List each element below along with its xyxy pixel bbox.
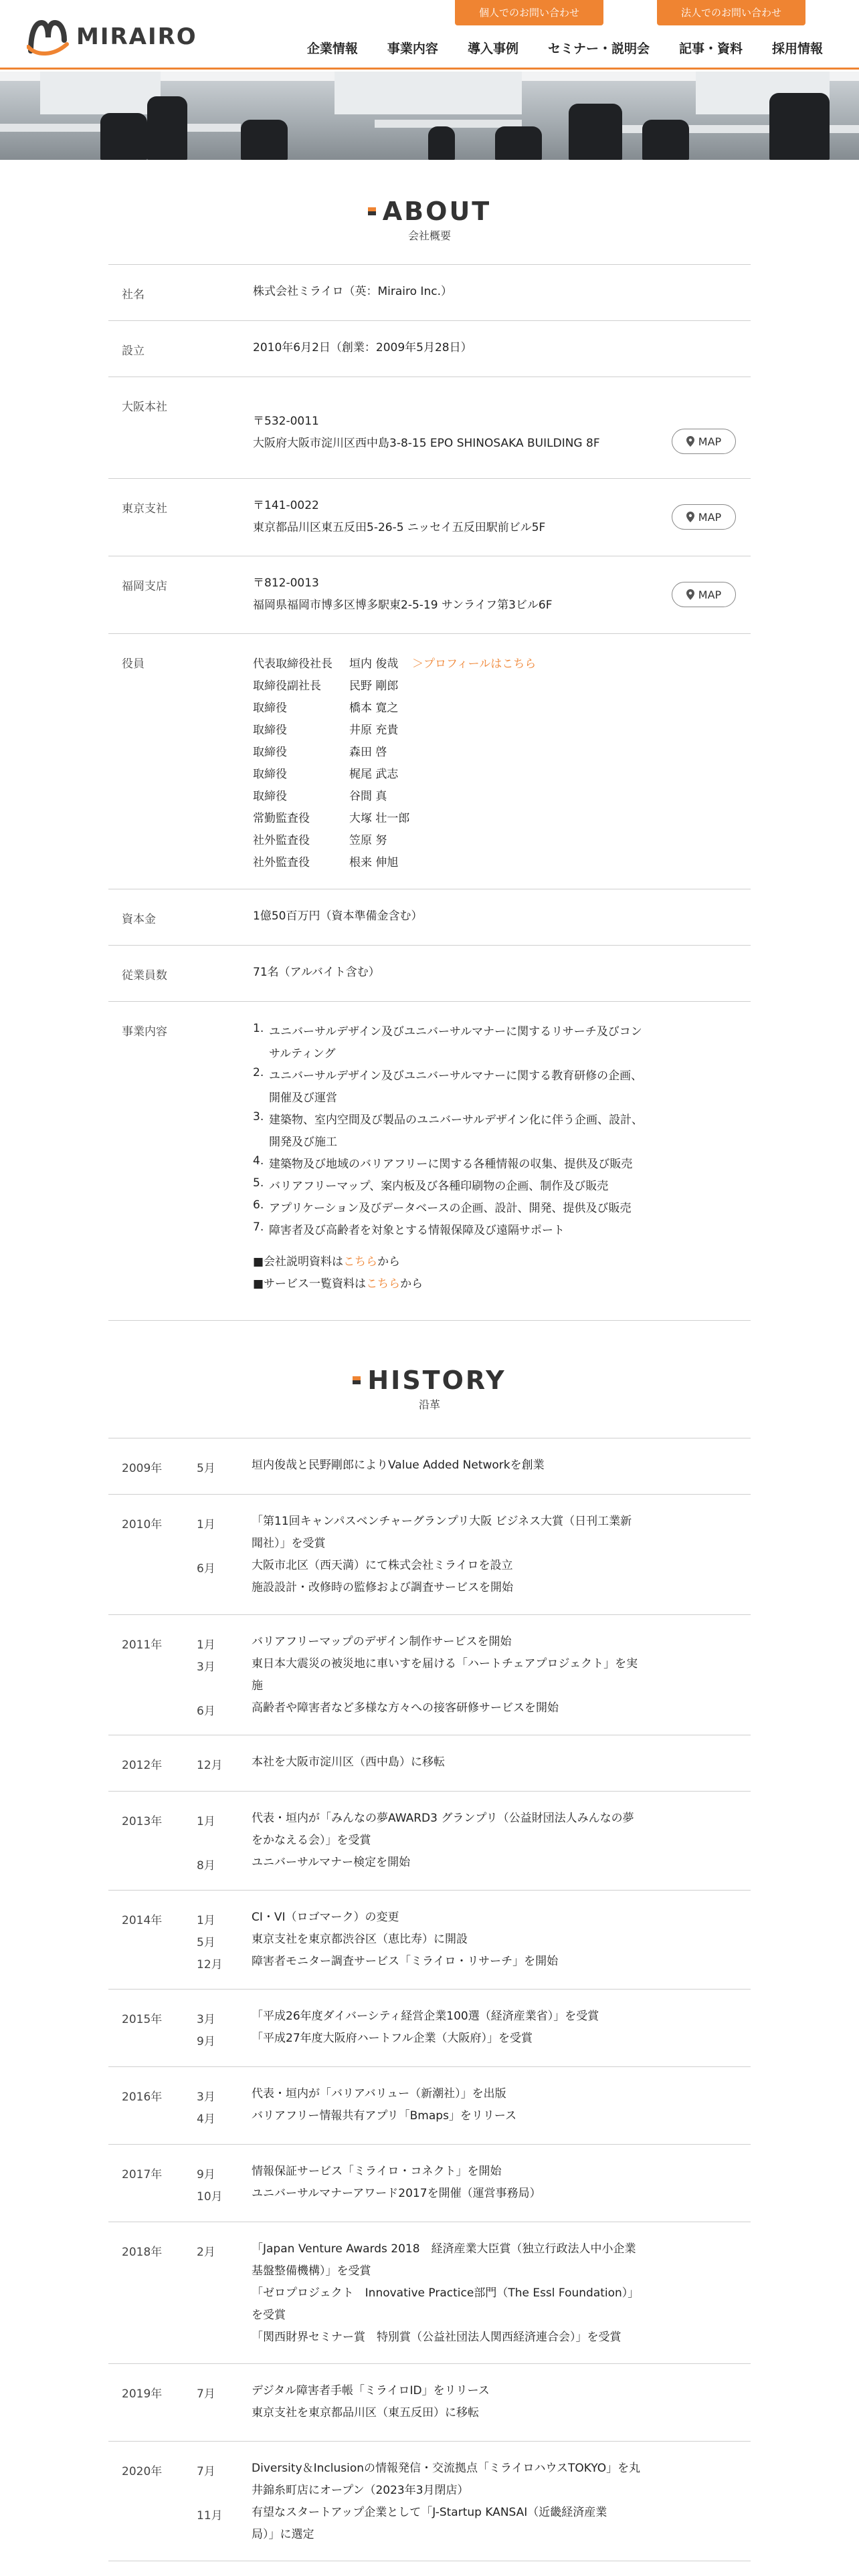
hero-chair [569, 104, 622, 160]
history-text: 本社を大阪市淀川区（西中島）に移転 [252, 1755, 445, 1769]
history-text: 垣内俊哉と民野剛郎によりValue Added Networkを創業 [252, 1459, 545, 1472]
officer-name: 井原 充貴 [349, 724, 399, 737]
history-year: 2010年 [122, 1518, 163, 1531]
history-text: 代表・垣内が「バリアバリュー（新潮社）」を出版 [252, 2087, 506, 2101]
about-row-tokyo [108, 478, 751, 556]
history-month: 12月 [197, 1759, 223, 1772]
hero-chair [241, 120, 288, 160]
hero-chair [495, 126, 542, 160]
title-flag-icon [353, 1376, 361, 1384]
hero-window [335, 72, 522, 114]
about-title-ja: 会社概要 [407, 229, 451, 242]
history-month: 1月 [197, 1638, 215, 1652]
zip-code: 〒812-0013 [253, 576, 319, 590]
history-row [108, 2144, 751, 2222]
history-text: 施 [252, 1679, 263, 1693]
history-text: 大阪市北区（西天満）にて株式会社ミライロを設立 [252, 1559, 513, 1572]
zip-code: 〒141-0022 [253, 499, 319, 512]
service-doc-link-line [253, 1274, 423, 1291]
map-button-fukuoka[interactable] [672, 582, 736, 607]
nav-cases[interactable]: 導入事例 [467, 41, 518, 56]
row-label: 役員 [122, 657, 145, 671]
history-row [108, 2363, 751, 2441]
address: 大阪府大阪市淀川区西中島3-8-15 EPO SHINOSAKA BUILDING 8F [253, 437, 600, 450]
history-month: 1月 [197, 1914, 215, 1927]
officer-name: 大塚 壮一郎 [349, 812, 410, 825]
nav-seminar[interactable]: セミナー・説明会 [547, 41, 650, 56]
personal-inquiry-button[interactable]: 個人でのお問い合わせ [455, 0, 603, 25]
history-month: 3月 [197, 2090, 215, 2104]
history-month: 3月 [197, 1660, 215, 1674]
list-number: 3. [253, 1110, 264, 1123]
hero-chair [428, 126, 455, 160]
map-label: MAP [698, 510, 722, 524]
officer-name: 梶尾 武志 [349, 768, 399, 781]
address: 福岡県福岡市博多区博多駅東2-5-19 サンライフ第3ビル6F [253, 599, 553, 612]
history-row [108, 1791, 751, 1890]
history-text: 東京支社を東京都品川区（東五反田）に移転 [252, 2406, 479, 2420]
history-text: 施設設計・改修時の監修および調査サービスを開始 [252, 1581, 513, 1594]
about-row-founded [108, 320, 751, 377]
list-item-cont: 開催及び運営 [269, 1091, 337, 1105]
list-item: 建築物及び地域のバリアフリーに関する各種情報の収集、提供及び販売 [269, 1158, 633, 1171]
history-text: 局）」に選定 [252, 2528, 314, 2541]
history-text: 聞社）」を受賞 [252, 1537, 326, 1550]
history-text: 「Japan Venture Awards 2018 経済産業大臣賞（独立行政法人中小企業 [252, 2242, 636, 2256]
row-label: 資本金 [122, 913, 156, 926]
history-month: 11月 [197, 2509, 223, 2523]
doc-link-suffix: から [377, 1255, 401, 1269]
history-month: 1月 [197, 1518, 215, 1531]
history-year: 2014年 [122, 1914, 163, 1927]
row-label: 事業内容 [122, 1025, 167, 1039]
list-number: 1. [253, 1022, 264, 1035]
row-label: 大阪本社 [122, 401, 167, 414]
history-text: 「第11回キャンパスベンチャーグランプリ大阪 ビジネス大賞（日刊工業新 [252, 1515, 632, 1528]
history-text: 「関西財界セミナー賞 特別賞（公益社団法人関西経済連合会）」を受賞 [252, 2331, 622, 2344]
history-row [108, 1494, 751, 1614]
row-label: 東京支社 [122, 502, 167, 516]
map-label: MAP [698, 588, 722, 601]
history-text: 「平成27年度大阪府ハートフル企業（大阪府）」を受賞 [252, 2032, 533, 2045]
history-month: 4月 [197, 2113, 215, 2126]
corporate-inquiry-button[interactable]: 法人でのお問い合わせ [657, 0, 805, 25]
row-label: 福岡支店 [122, 580, 167, 593]
hero-chair [147, 96, 187, 160]
officer-role: 取締役 [253, 768, 287, 781]
officer-role: 社外監査役 [253, 856, 310, 869]
company-doc-link[interactable]: こちら [343, 1255, 378, 1269]
doc-link-prefix: ■会社説明資料は [253, 1255, 344, 1269]
history-text: 「ゼロプロジェクト Innovative Practice部門（The Essl Foundation）」 [252, 2286, 640, 2300]
row-label: 従業員数 [122, 969, 167, 982]
row-value: 株式会社ミライロ（英：Mirairo Inc.） [253, 285, 452, 298]
officer-role: 取締役副社長 [253, 679, 321, 693]
history-text: ユニバーサルマナーアワード2017を開催（運営事務局） [252, 2187, 541, 2200]
row-value: 71名（アルバイト含む） [253, 966, 380, 979]
list-number: 4. [253, 1154, 264, 1168]
service-doc-link[interactable]: こちら [366, 1277, 401, 1291]
hero-chair [642, 120, 689, 160]
history-row [108, 2066, 751, 2144]
history-text: をかなえる会）」を受賞 [252, 1834, 371, 1847]
logo-text: MIRAIRO [76, 23, 197, 50]
history-month: 8月 [197, 1859, 215, 1872]
map-pin-icon [686, 589, 694, 600]
officer-role: 代表取締役社長 [253, 657, 332, 671]
history-text: 障害者モニター調査サービス「ミライロ・リサーチ」を開始 [252, 1955, 559, 1968]
history-text: バリアフリーマップのデザイン制作サービスを開始 [252, 1635, 512, 1648]
nav-company[interactable]: 企業情報 [306, 41, 358, 56]
history-month: 7月 [197, 2387, 215, 2401]
history-text: デジタル障害者手帳「ミライロID」をリリース [252, 2384, 490, 2397]
history-text: 代表・垣内が「みんなの夢AWARD3 グランプリ（公益財団法人みんなの夢 [252, 1812, 634, 1825]
list-item: 建築物、室内空間及び製品のユニバーサルデザイン化に伴う企画、設計、 [269, 1113, 643, 1127]
list-number: 2. [253, 1066, 264, 1079]
map-button-osaka[interactable] [672, 429, 736, 454]
officer-name: 民野 剛郎 [349, 679, 399, 693]
address: 東京都品川区東五反田5-26-5 ニッセイ五反田駅前ビル5F [253, 521, 546, 534]
hero-chair [769, 93, 830, 160]
about-row-osaka [108, 377, 751, 478]
row-value: 1億50百万円（資本準備金含む） [253, 909, 423, 923]
officer-role: 取締役 [253, 724, 287, 737]
list-item: ユニバーサルデザイン及びユニバーサルマナーに関するリサーチ及びコン [269, 1025, 642, 1039]
history-row [108, 2222, 751, 2363]
history-month: 1月 [197, 1815, 215, 1828]
officer-name: 根来 伸旭 [349, 856, 399, 869]
map-pin-icon [686, 436, 694, 447]
hero-office-image [0, 72, 859, 160]
history-year: 2009年 [122, 1462, 163, 1475]
list-item-cont: サルティング [269, 1047, 336, 1061]
history-year: 2016年 [122, 2090, 163, 2104]
about-title [0, 197, 859, 243]
history-month: 9月 [197, 2168, 215, 2181]
profile-link[interactable]: ＞プロフィールはこちら [412, 657, 537, 671]
history-month: 10月 [197, 2190, 223, 2204]
company-doc-link-line [253, 1252, 400, 1269]
nav-articles[interactable]: 記事・資料 [678, 41, 743, 56]
zip-code: 〒532-0011 [253, 415, 319, 428]
title-flag-icon [368, 207, 376, 215]
row-label: 社名 [122, 288, 145, 302]
doc-link-prefix: ■サービス一覧資料は [253, 1277, 367, 1291]
history-text: 井錦糸町店にオープン（2023年3月閉店） [252, 2484, 469, 2497]
history-row [108, 1890, 751, 1989]
history-title-en: HISTORY [367, 1366, 506, 1395]
history-year: 2015年 [122, 2013, 163, 2026]
history-row [108, 1989, 751, 2066]
about-row-name [108, 264, 751, 320]
hero-window [40, 72, 161, 114]
history-year: 2012年 [122, 1759, 163, 1772]
history-text: バリアフリー情報共有アプリ「Bmaps」をリリース [252, 2109, 517, 2123]
history-text: ユニバーサルマナー検定を開始 [252, 1856, 411, 1869]
history-row [108, 1614, 751, 1735]
history-month: 7月 [197, 2465, 215, 2478]
list-item: バリアフリーマップ、案内板及び各種印刷物の企画、制作及び販売 [269, 1180, 609, 1193]
history-title-ja: 沿革 [418, 1398, 440, 1411]
history-month: 6月 [197, 1705, 215, 1718]
about-row-business [108, 1001, 751, 1321]
list-item: 障害者及び高齢者を対象とする情報保障及び遠隔サポート [269, 1224, 565, 1237]
officer-role: 常勤監査役 [253, 812, 310, 825]
history-month: 9月 [197, 2035, 215, 2048]
officer-name: 森田 啓 [349, 746, 387, 759]
history-text: 高齢者や障害者など多様な方々への接客研修サービスを開始 [252, 1701, 559, 1715]
list-number: 6. [253, 1198, 264, 1212]
history-year: 2017年 [122, 2168, 163, 2181]
about-row-capital [108, 889, 751, 945]
history-month: 2月 [197, 2246, 215, 2259]
doc-link-suffix: から [400, 1277, 423, 1291]
about-row-fukuoka [108, 556, 751, 633]
history-month: 6月 [197, 1562, 215, 1576]
history-month: 5月 [197, 1462, 215, 1475]
history-text: 有望なスタートアップ企業として「J-Startup KANSAI（近畿経済産業 [252, 2506, 607, 2519]
history-text: Diversity＆Inclusionの情報発信・交流拠点「ミライロハウスTOKYO」を丸 [252, 2462, 641, 2475]
history-row [108, 1438, 751, 1494]
officer-name: 谷間 真 [349, 790, 387, 803]
history-row [108, 1735, 751, 1791]
officer-name: 垣内 俊哉 [349, 657, 399, 671]
nav-recruit[interactable]: 採用情報 [771, 41, 823, 56]
history-text: 情報保証サービス「ミライロ・コネクト」を開始 [252, 2165, 502, 2178]
history-year: 2013年 [122, 1815, 163, 1828]
about-row-officers [108, 633, 751, 889]
map-label: MAP [698, 435, 722, 448]
history-text: 東日本大震災の被災地に車いすを届ける「ハートチェアプロジェクト」を実 [252, 1657, 638, 1671]
officer-role: 社外監査役 [253, 834, 310, 847]
history-row [108, 2441, 751, 2561]
list-number: 7. [253, 1220, 264, 1234]
history-year: 2020年 [122, 2465, 163, 2478]
officer-name: 笠原 努 [349, 834, 387, 847]
list-number: 5. [253, 1176, 264, 1190]
history-year: 2019年 [122, 2387, 163, 2401]
nav-business[interactable]: 事業内容 [387, 41, 438, 56]
history-month: 5月 [197, 1936, 215, 1949]
officer-role: 取締役 [253, 790, 287, 803]
history-title [0, 1366, 859, 1412]
history-text: を受賞 [252, 2309, 286, 2322]
history-text: CI・VI（ロゴマーク）の変更 [252, 1911, 399, 1924]
officer-name: 橋本 寛之 [349, 702, 399, 715]
map-button-tokyo[interactable] [672, 504, 736, 530]
officer-role: 取締役 [253, 702, 287, 715]
list-item: アプリケーション及びデータベースの企画、設計、開発、提供及び販売 [269, 1202, 632, 1215]
officer-role: 取締役 [253, 746, 287, 759]
about-title-en: ABOUT [382, 197, 492, 226]
row-value: 2010年6月2日（創業：2009年5月28日） [253, 341, 472, 354]
history-year: 2011年 [122, 1638, 163, 1652]
map-pin-icon [686, 512, 694, 522]
about-row-employees [108, 945, 751, 1001]
mirairo-logo-icon [27, 17, 70, 56]
hero-chair [100, 113, 147, 160]
global-nav [307, 39, 823, 57]
history-text: 基盤整備機構）」を受賞 [252, 2264, 371, 2278]
history-year: 2018年 [122, 2246, 163, 2259]
history-month: 3月 [197, 2013, 215, 2026]
list-item: ユニバーサルデザイン及びユニバーサルマナーに関する教育研修の企画、 [269, 1069, 643, 1083]
logo[interactable] [27, 17, 197, 56]
list-item-cont: 開発及び施工 [269, 1136, 337, 1149]
history-text: 東京支社を東京都渋谷区（恵比寿）に開設 [252, 1933, 468, 1946]
history-month: 12月 [197, 1958, 223, 1971]
site-header [0, 0, 859, 70]
history-text: 「平成26年度ダイバーシティ経営企業100選（経済産業省）」を受賞 [252, 2010, 599, 2023]
row-label: 設立 [122, 344, 145, 358]
